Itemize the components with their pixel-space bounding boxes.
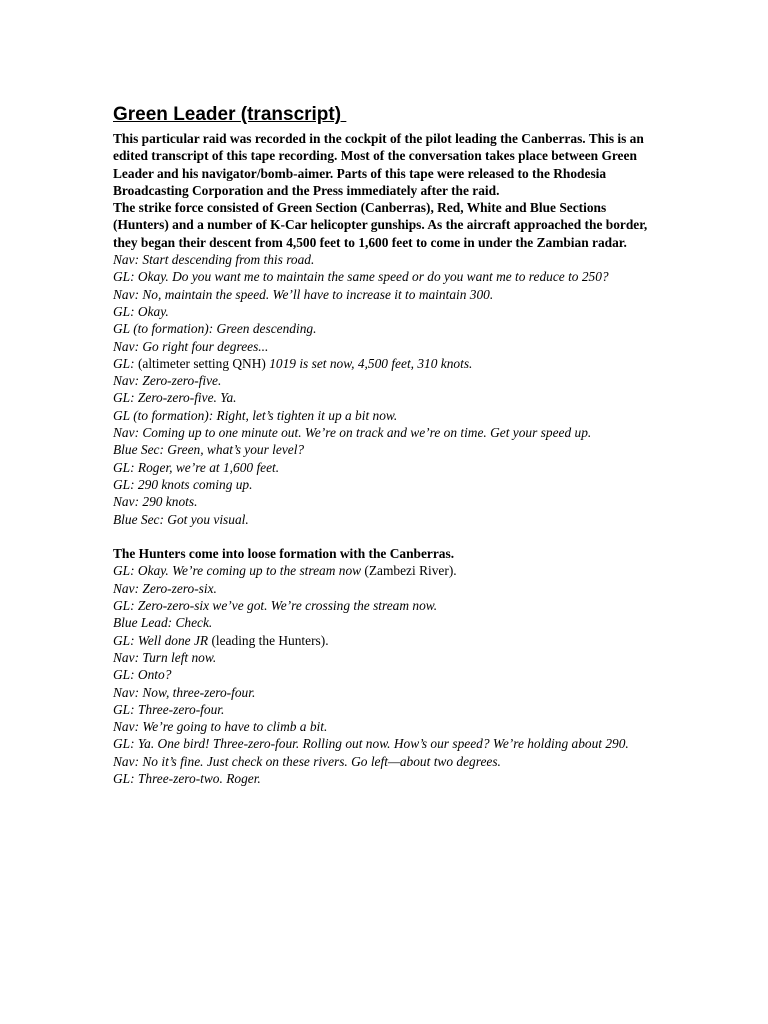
transcript-line: GL: Three-zero-two. Roger. <box>113 770 261 786</box>
transcript-line: GL: Onto? <box>113 667 172 683</box>
transcript-line: Blue Sec: Got you visual. <box>113 511 249 527</box>
section-heading: The Hunters come into loose formation with the Canberras. <box>113 546 455 562</box>
transcript-line: GL: Zero-zero-six we’ve got. We’re crossing the stream now. <box>113 598 438 614</box>
transcript-line: GL: Okay. Do you want me to maintain the same speed or do you want me to reduce to 250? <box>113 269 609 285</box>
intro-paragraph: The strike force consisted of Green Section (Canberras), Red, White and Blue Sections (Hunters) and a number of K-Car helicopter gunships. As the aircraft approached the border, they began their descent from 4,500 feet to 1,600 feet to come in under the Zambian radar. <box>113 200 648 250</box>
transcript-line: Blue Sec: Green, what’s your level? <box>113 442 305 458</box>
transcript-line: Nav: Coming up to one minute out. We’re on track and we’re on time. Get your speed up. <box>113 425 592 441</box>
document-title: Green Leader (transcript) <box>113 104 347 125</box>
transcript-line: Nav: Go right four degrees... <box>113 338 269 354</box>
transcript-line: Nav: We’re going to have to climb a bit. <box>113 719 328 735</box>
transcript-line-altimeter <box>113 355 658 372</box>
transcript-line: GL: Zero-zero-five. Ya. <box>113 390 237 406</box>
transcript-line: Nav: Zero-zero-five. <box>113 373 222 389</box>
transcript-line: GL: Ya. One bird! Three-zero-four. Rolling out now. How’s our speed? We’re holding about 290. <box>113 736 629 752</box>
document-page <box>113 103 658 787</box>
transcript-line: Nav: No, maintain the speed. We’ll have to increase it to maintain 300. <box>113 286 494 302</box>
transcript-line: Nav: Turn left now. <box>113 649 217 665</box>
transcript-line: Nav: Now, three-zero-four. <box>113 684 256 700</box>
transcript-text: GL: Well done JR <box>113 632 212 648</box>
transcript-line: GL (to formation): Green descending. <box>113 321 317 337</box>
editorial-note: (altimeter setting QNH) <box>137 355 270 371</box>
transcript-line-stream <box>113 562 658 579</box>
transcript-line: Blue Lead: Check. <box>113 615 213 631</box>
intro-paragraph: This particular raid was recorded in the cockpit of the pilot leading the Canberras. This is an edited transcript of this tape recording. Most of the conversation takes place between Green Leader and his navigator/bomb-aimer. Parts of this tape were released to the Rhodesia Broadcasting Corporation and the Press immediately after the raid. <box>113 131 644 198</box>
transcript-line: GL (to formation): Right, let’s tighten it up a bit now. <box>113 407 398 423</box>
editorial-note: (Zambezi River). <box>364 563 457 579</box>
transcript-line-jr <box>113 632 658 649</box>
transcript-line: GL: Okay. <box>113 303 169 319</box>
transcript-line: GL: 290 knots coming up. <box>113 476 253 492</box>
transcript-line: Nav: Zero-zero-six. <box>113 580 217 596</box>
transcript-line: GL: Three-zero-four. <box>113 701 225 717</box>
transcript-line: Nav: No it’s fine. Just check on these rivers. Go left—about two degrees. <box>113 753 501 769</box>
transcript-line: GL: Roger, we’re at 1,600 feet. <box>113 459 280 475</box>
speaker-label: GL: <box>113 355 138 371</box>
transcript-text: 1019 is set now, 4,500 feet, 310 knots. <box>269 355 473 371</box>
transcript-line: Nav: 290 knots. <box>113 494 198 510</box>
editorial-note: (leading the Hunters). <box>211 632 329 648</box>
transcript-text: GL: Okay. We’re coming up to the stream now <box>113 563 365 579</box>
transcript-line: Nav: Start descending from this road. <box>113 252 315 268</box>
paragraph-spacer <box>113 528 658 545</box>
